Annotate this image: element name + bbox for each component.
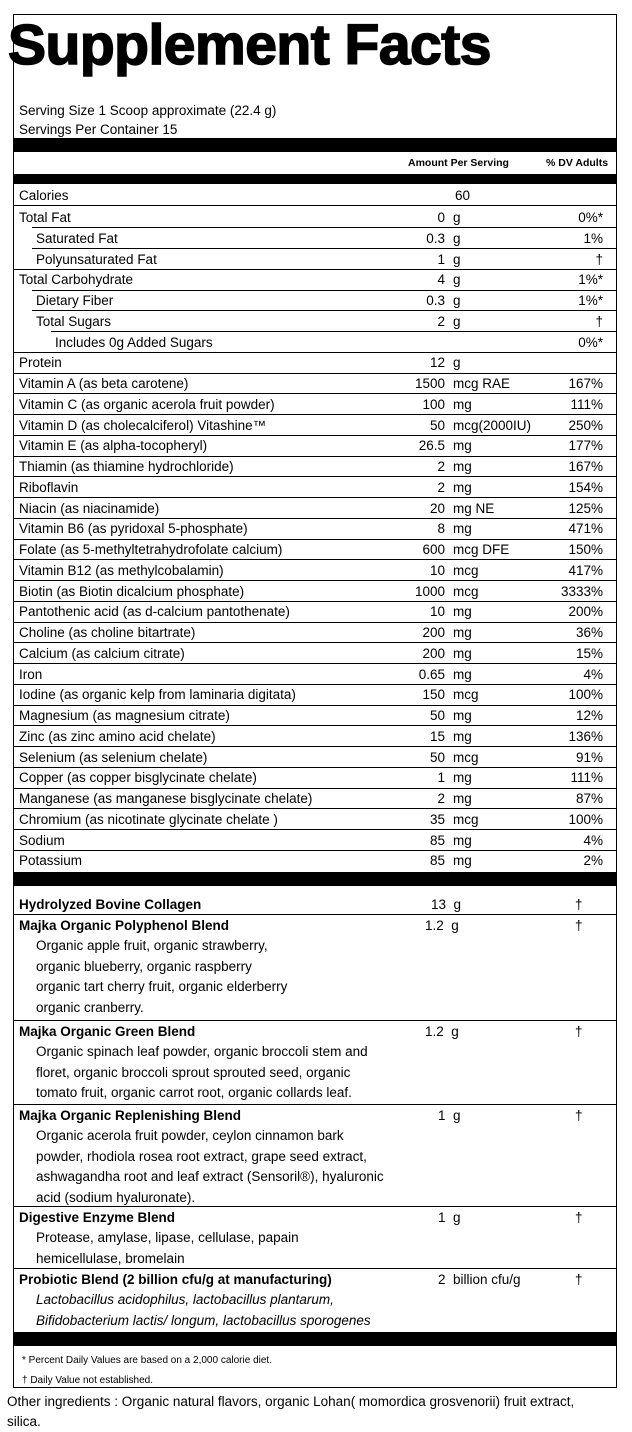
thick-divider-top (13, 138, 617, 152)
row-divider (13, 1104, 617, 1105)
nutrient-unit: mcg (453, 811, 479, 827)
blend-dv: † (575, 1024, 583, 1039)
nutrient-unit: mg (453, 791, 472, 806)
nutrient-row (13, 519, 617, 540)
blend-dv: † (575, 1272, 583, 1287)
nutrient-name: Zinc (as zinc amino acid chelate) (19, 728, 216, 744)
nutrient-dv: 417% (568, 562, 603, 578)
nutrient-amount: 10 (429, 604, 445, 620)
nutrient-unit: g (453, 230, 461, 246)
blend-dv: † (575, 897, 583, 912)
nutrient-name: Pantothenic acid (as d-calcium pantothenate) (19, 604, 290, 620)
nutrient-row (13, 291, 617, 312)
nutrient-dv: 1% (583, 230, 603, 246)
nutrient-unit: mg (453, 396, 472, 412)
nutrient-dv: 2% (583, 853, 603, 869)
blend-amount: 1.2 g (425, 1024, 459, 1039)
nutrient-dv: 200% (568, 604, 603, 620)
nutrient-name: Dietary Fiber (36, 293, 114, 308)
nutrient-dv: 471% (568, 521, 603, 537)
nutrient-dv: † (595, 251, 603, 267)
nutrient-unit: mg (453, 604, 472, 620)
nutrient-row (13, 582, 617, 603)
nutrient-name: Calcium (as calcium citrate) (19, 645, 185, 661)
row-divider (13, 1206, 617, 1207)
nutrient-unit: g (453, 293, 461, 308)
nutrient-amount: 50 (429, 749, 445, 765)
nutrient-name: Vitamin B12 (as methylcobalamin) (19, 562, 224, 578)
nutrient-row (13, 312, 617, 333)
nutrient-dv: 100% (568, 811, 603, 827)
nutrient-unit: g (453, 272, 461, 288)
nutrient-dv: 1%* (578, 272, 603, 288)
nutrient-dv: 167% (568, 459, 603, 474)
nutrient-amount: 0.3 (426, 230, 445, 246)
nutrient-amount: 2 (437, 459, 445, 474)
nutrient-amount: 20 (429, 500, 445, 516)
amount-per-serving-header: Amount Per Serving (408, 157, 509, 169)
nutrient-name: Iron (19, 666, 43, 682)
nutrient-row (13, 457, 617, 478)
nutrient-dv: 15% (575, 645, 603, 661)
nutrient-row (13, 208, 617, 229)
nutrient-unit: mg (453, 521, 472, 537)
nutrient-unit: mcg RAE (453, 376, 511, 391)
nutrient-unit: mcg(2000IU) (453, 417, 532, 433)
nutrient-row (13, 623, 617, 644)
nutrient-name: Niacin (as niacinamide) (19, 500, 160, 516)
blend-ingredient-line: floret, organic broccoli sprout sprouted seed, organic (36, 1064, 351, 1080)
nutrient-name: Vitamin B6 (as pyridoxal 5-phosphate) (19, 521, 248, 537)
nutrient-row (13, 416, 617, 437)
nutrient-row (13, 436, 617, 457)
nutrient-row (13, 478, 617, 499)
nutrient-amount: 1 (437, 770, 445, 786)
nutrient-unit: g (453, 355, 461, 371)
nutrient-dv: 0%* (578, 334, 603, 350)
nutrient-dv: 87% (575, 791, 603, 806)
blend-ingredient-line: tomato fruit, organic carrot root, organic collards leaf. (36, 1085, 352, 1101)
nutrient-name: Includes 0g Added Sugars (55, 334, 213, 350)
nutrient-name: Total Fat (19, 210, 71, 225)
blend-dv: † (575, 918, 583, 933)
nutrient-amount: 2 (437, 479, 445, 495)
nutrient-amount: 0.3 (426, 293, 445, 308)
nutrient-name: Total Sugars (36, 313, 112, 329)
nutrient-dv: 177% (568, 438, 603, 454)
nutrient-amount: 15 (429, 728, 445, 744)
nutrient-row (13, 831, 617, 852)
nutrient-amount: 35 (429, 811, 445, 827)
footnote-percent-dv: * Percent Daily Values are based on a 2,000 calorie diet. (22, 1355, 272, 1366)
blend-ingredient-line: Lactobacillus acidophilus, lactobacillus plantarum, (36, 1292, 334, 1307)
nutrient-row (13, 810, 617, 831)
nutrient-row (13, 768, 617, 789)
nutrient-dv: 154% (568, 479, 603, 495)
nutrient-amount: 1 (437, 251, 445, 267)
nutrient-unit: mg NE (453, 500, 495, 516)
calories-label: Calories (19, 188, 69, 203)
nutrient-dv: 125% (568, 500, 603, 516)
nutrient-unit: g (453, 251, 461, 267)
nutrient-row (13, 395, 617, 416)
blend-ingredient-line: organic blueberry, organic raspberry (36, 958, 252, 974)
blend-dv: † (575, 1210, 583, 1225)
nutrient-amount: 0 (437, 210, 445, 225)
nutrient-name: Choline (as choline bitartrate) (19, 625, 196, 640)
blend-name: Majka Organic Replenishing Blend (19, 1108, 242, 1123)
nutrient-name: Vitamin E (as alpha-tocopheryl) (19, 438, 208, 454)
nutrient-unit: mg (453, 666, 472, 682)
nutrient-name: Magnesium (as magnesium citrate) (19, 708, 230, 723)
blend-amount: 1 g (438, 1210, 461, 1225)
nutrient-row (13, 727, 617, 748)
nutrient-unit: mcg (453, 687, 479, 703)
nutrient-name: Chromium (as nicotinate glycinate chelate ) (19, 811, 278, 827)
nutrient-name: Riboflavin (19, 479, 79, 495)
nutrient-row (13, 540, 617, 561)
blend-name: Probiotic Blend (2 billion cfu/g at manufacturing) (19, 1272, 332, 1287)
blend-ingredient-line: hemicellulase, bromelain (36, 1250, 185, 1266)
nutrient-unit: g (453, 313, 461, 329)
footnote-dagger: † Daily Value not established. (22, 1375, 154, 1386)
nutrient-unit: mg (453, 479, 472, 495)
servings-per-container: Servings Per Container 15 (19, 122, 178, 137)
nutrient-dv: † (595, 313, 603, 329)
row-divider (13, 1268, 617, 1269)
nutrient-name: Saturated Fat (36, 230, 118, 246)
nutrient-amount: 100 (422, 396, 445, 412)
label-title: Supplement Facts (8, 13, 491, 77)
nutrient-unit: mg (453, 708, 472, 723)
nutrient-name: Vitamin A (as beta carotene) (19, 376, 189, 391)
nutrient-amount: 200 (422, 625, 445, 640)
nutrient-name: Folate (as 5-methyltetrahydrofolate calcium) (19, 542, 283, 557)
nutrient-unit: mcg (453, 749, 479, 765)
blend-name: Majka Organic Green Blend (19, 1024, 196, 1039)
blend-dv: † (575, 1108, 583, 1123)
blend-ingredient-line: ashwagandha root and leaf extract (Sensoril®), hyaluronic (36, 1169, 384, 1185)
nutrient-amount: 85 (429, 832, 445, 848)
blend-amount: 1 g (438, 1108, 461, 1123)
nutrient-unit: mcg DFE (453, 542, 510, 557)
nutrient-amount: 2 (437, 313, 445, 329)
nutrient-dv: 1%* (578, 293, 603, 308)
nutrient-unit: mg (453, 438, 472, 454)
nutrient-dv: 111% (570, 396, 603, 412)
nutrient-name: Iodine (as organic kelp from laminaria digitata) (19, 687, 296, 703)
nutrient-amount: 85 (429, 853, 445, 869)
nutrient-row (13, 685, 617, 706)
nutrient-amount: 2 (437, 791, 445, 806)
nutrient-name: Copper (as copper bisglycinate chelate) (19, 770, 257, 786)
nutrient-name: Biotin (as Biotin dicalcium phosphate) (19, 583, 245, 599)
nutrient-row (13, 333, 617, 354)
nutrient-amount: 4 (437, 272, 445, 288)
nutrient-row (13, 789, 617, 810)
nutrient-dv: 100% (568, 687, 603, 703)
nutrient-dv: 250% (568, 417, 603, 433)
nutrient-unit: mg (453, 728, 472, 744)
row-divider (13, 914, 617, 915)
nutrient-unit: mcg (453, 562, 479, 578)
nutrient-amount: 12 (429, 355, 445, 371)
row-divider (13, 205, 617, 206)
nutrient-amount: 8 (437, 521, 445, 537)
other-ingredients: Other ingredients : Organic natural flavors, organic Lohan( momordica grosvenorii) fruit extract, silica. (7, 1394, 575, 1429)
thick-divider-blends (13, 872, 617, 886)
nutrient-unit: mg (453, 459, 472, 474)
nutrient-row (13, 499, 617, 520)
nutrient-dv: 3333% (560, 583, 603, 599)
blend-ingredient-line: Organic apple fruit, organic strawberry, (36, 938, 268, 953)
nutrient-row (13, 353, 617, 374)
blend-ingredient-line: Bifidobacterium lactis/ longum, lactobacillus sporogenes (36, 1312, 371, 1328)
blend-name: Hydrolyzed Bovine Collagen (19, 897, 202, 912)
serving-size: Serving Size 1 Scoop approximate (22.4 g) (19, 103, 277, 118)
thick-divider-bottom (13, 1332, 617, 1346)
nutrient-row (13, 706, 617, 727)
nutrient-dv: 4% (583, 832, 603, 848)
nutrient-amount: 50 (429, 708, 445, 723)
nutrient-dv: 91% (575, 749, 603, 765)
nutrient-row (13, 561, 617, 582)
nutrient-amount: 50 (429, 417, 445, 433)
blend-amount: 13 g (431, 897, 462, 912)
nutrient-unit: mcg (453, 583, 479, 599)
nutrient-unit: mg (453, 832, 472, 848)
nutrient-name: Sodium (19, 832, 65, 848)
nutrient-dv: 150% (568, 542, 603, 557)
nutrient-amount: 200 (422, 645, 445, 661)
nutrient-name: Polyunsaturated Fat (36, 251, 157, 267)
nutrient-unit: mg (453, 853, 472, 869)
blend-ingredient-line: acid (sodium hyaluronate). (36, 1190, 196, 1206)
nutrient-row (13, 270, 617, 291)
nutrient-amount: 1500 (414, 376, 445, 391)
nutrient-name: Vitamin C (as organic acerola fruit powder) (19, 396, 275, 412)
nutrient-amount: 0.65 (418, 666, 445, 682)
blend-name: Majka Organic Polyphenol Blend (19, 918, 230, 933)
nutrient-name: Total Carbohydrate (19, 272, 134, 288)
row-divider (13, 1020, 617, 1021)
blend-ingredient-line: Protease, amylase, lipase, cellulase, papain (36, 1230, 299, 1245)
nutrient-unit: mg (453, 625, 472, 640)
nutrient-amount: 150 (422, 687, 445, 703)
blend-ingredient-line: Organic acerola fruit powder, ceylon cinnamon bark (36, 1128, 344, 1143)
nutrient-amount: 600 (422, 542, 445, 557)
thick-divider-header (13, 174, 617, 184)
nutrient-row (13, 665, 617, 686)
nutrient-name: Protein (19, 355, 62, 371)
nutrient-row (13, 851, 617, 872)
blend-ingredient-line: organic tart cherry fruit, organic elderberry (36, 979, 288, 995)
nutrient-row (13, 602, 617, 623)
nutrient-dv: 136% (568, 728, 603, 744)
blend-amount: 1.2 g (425, 918, 459, 933)
nutrient-amount: 26.5 (418, 438, 445, 454)
blend-amount: 2 billion cfu/g (438, 1272, 521, 1287)
nutrient-unit: mg (453, 645, 472, 661)
nutrient-unit: mg (453, 770, 472, 786)
blend-name: Digestive Enzyme Blend (19, 1210, 176, 1225)
nutrient-name: Vitamin D (as cholecalciferol) Vitashine™ (19, 417, 267, 433)
blend-ingredient-line: powder, rhodiola rosea root extract, grape seed extract, (36, 1148, 367, 1164)
nutrient-amount: 1000 (414, 583, 445, 599)
blend-ingredient-line: Organic spinach leaf powder, organic broccoli stem and (36, 1044, 368, 1059)
nutrient-row (13, 250, 617, 271)
nutrient-dv: 167% (568, 376, 603, 391)
nutrient-row (13, 644, 617, 665)
nutrient-row (13, 748, 617, 769)
nutrient-dv: 0%* (578, 210, 603, 225)
blend-ingredient-line: organic cranberry. (36, 1000, 144, 1016)
dv-adults-header: % DV Adults (546, 157, 609, 169)
nutrient-dv: 12% (575, 708, 603, 723)
nutrient-row (13, 229, 617, 250)
nutrient-row (13, 374, 617, 395)
nutrient-dv: 4% (583, 666, 603, 682)
nutrient-name: Thiamin (as thiamine hydrochloride) (19, 459, 234, 474)
nutrient-dv: 36% (575, 625, 603, 640)
nutrient-dv: 111% (570, 770, 603, 786)
nutrient-amount: 10 (429, 562, 445, 578)
nutrient-name: Manganese (as manganese bisglycinate chelate) (19, 791, 313, 806)
calories-value: 60 (455, 188, 471, 203)
nutrient-name: Potassium (19, 853, 83, 869)
nutrient-unit: g (453, 210, 461, 225)
nutrient-name: Selenium (as selenium chelate) (19, 749, 208, 765)
